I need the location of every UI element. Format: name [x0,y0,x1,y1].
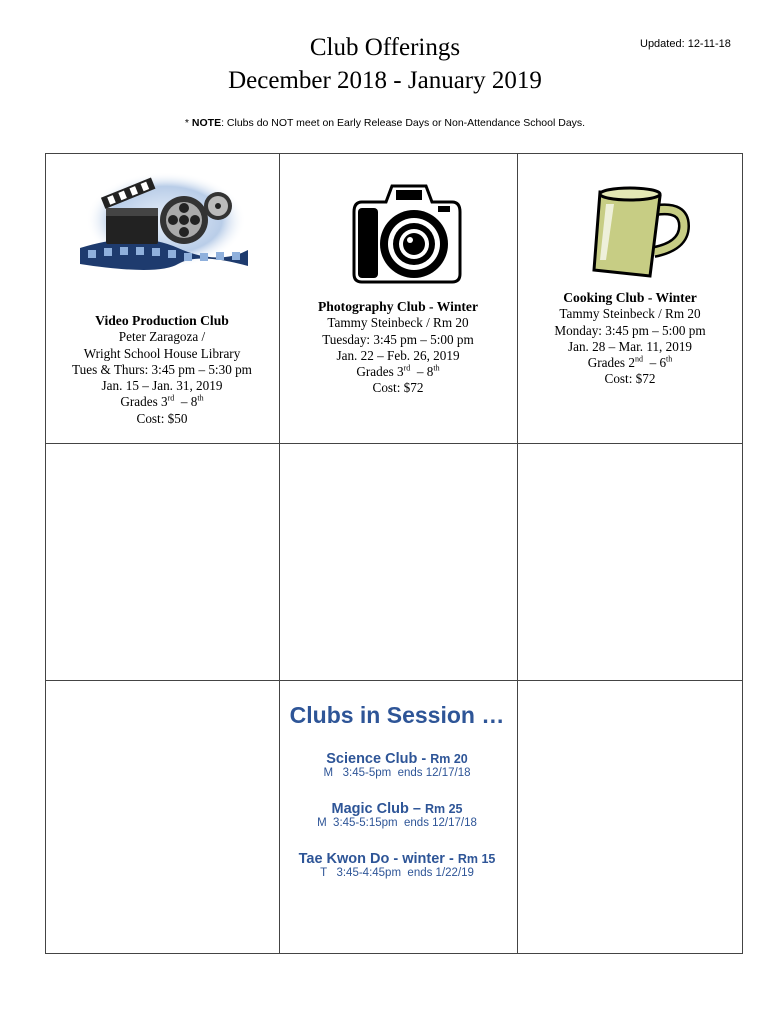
film-reel-icon [78,170,250,275]
session-club-time: M 3:45-5:15pm ends 12/17/18 [317,817,477,829]
note: * NOTE: Clubs do NOT meet on Early Release Days or Non-Attendance School Days. [184,117,586,129]
note-text: : Clubs do NOT meet on Early Release Days or Non-Attendance School Days. [221,117,586,129]
club-instructor: Tammy Steinbeck / Rm 20 [559,306,701,322]
club-cost: Cost: $72 [372,380,424,396]
club-schedule: Monday: 3:45 pm – 5:00 pm [554,322,706,338]
note-label: NOTE [191,117,222,129]
club-dates: Jan. 28 – Mar. 11, 2019 [567,338,693,354]
session-club-name: Tae Kwon Do - winter - Rm 15 [298,851,496,867]
grid-divider [46,680,742,681]
club-name: Video Production Club [95,313,229,328]
club-cost: Cost: $50 [136,410,188,426]
grid-divider [46,443,742,444]
session-club-name: Science Club - Rm 20 [326,751,468,767]
club-name: Cooking Club - Winter [563,290,697,305]
session-heading: Clubs in Session … [289,702,505,728]
club-schedule: Tuesday: 3:45 pm – 5:00 pm [322,331,474,347]
club-photography [279,299,517,397]
session-club-time: T 3:45-4:45pm ends 1/22/19 [320,867,474,879]
club-grades: Grades 3rd – 8th [120,394,204,410]
club-dates: Jan. 22 – Feb. 26, 2019 [336,347,460,363]
club-cooking [517,290,743,388]
club-instructor: Tammy Steinbeck / Rm 20 [327,315,469,331]
club-location: Wright School House Library [83,345,241,361]
page-subtitle: December 2018 - January 2019 [228,67,542,94]
club-grades: Grades 3rd – 8th [356,363,440,380]
club-instructor: Peter Zaragoza / [118,329,206,345]
session-club-name: Magic Club – Rm 25 [331,801,463,817]
club-cost: Cost: $72 [604,371,656,387]
updated-date: Updated: 12-11-18 [640,38,731,50]
camera-icon [352,182,462,291]
club-name: Photography Club - Winter [318,299,478,314]
clubs-in-session [278,702,516,879]
club-dates: Jan. 15 – Jan. 31, 2019 [101,378,223,394]
grid-divider [517,154,518,953]
club-video-production [46,313,278,427]
club-grades: Grades 2nd – 6th [587,354,673,371]
club-schedule: Tues & Thurs: 3:45 pm – 5:30 pm [72,361,252,377]
session-club-time: M 3:45-5pm ends 12/17/18 [323,767,471,779]
mug-icon [586,180,690,285]
page-title: Club Offerings [309,34,461,61]
